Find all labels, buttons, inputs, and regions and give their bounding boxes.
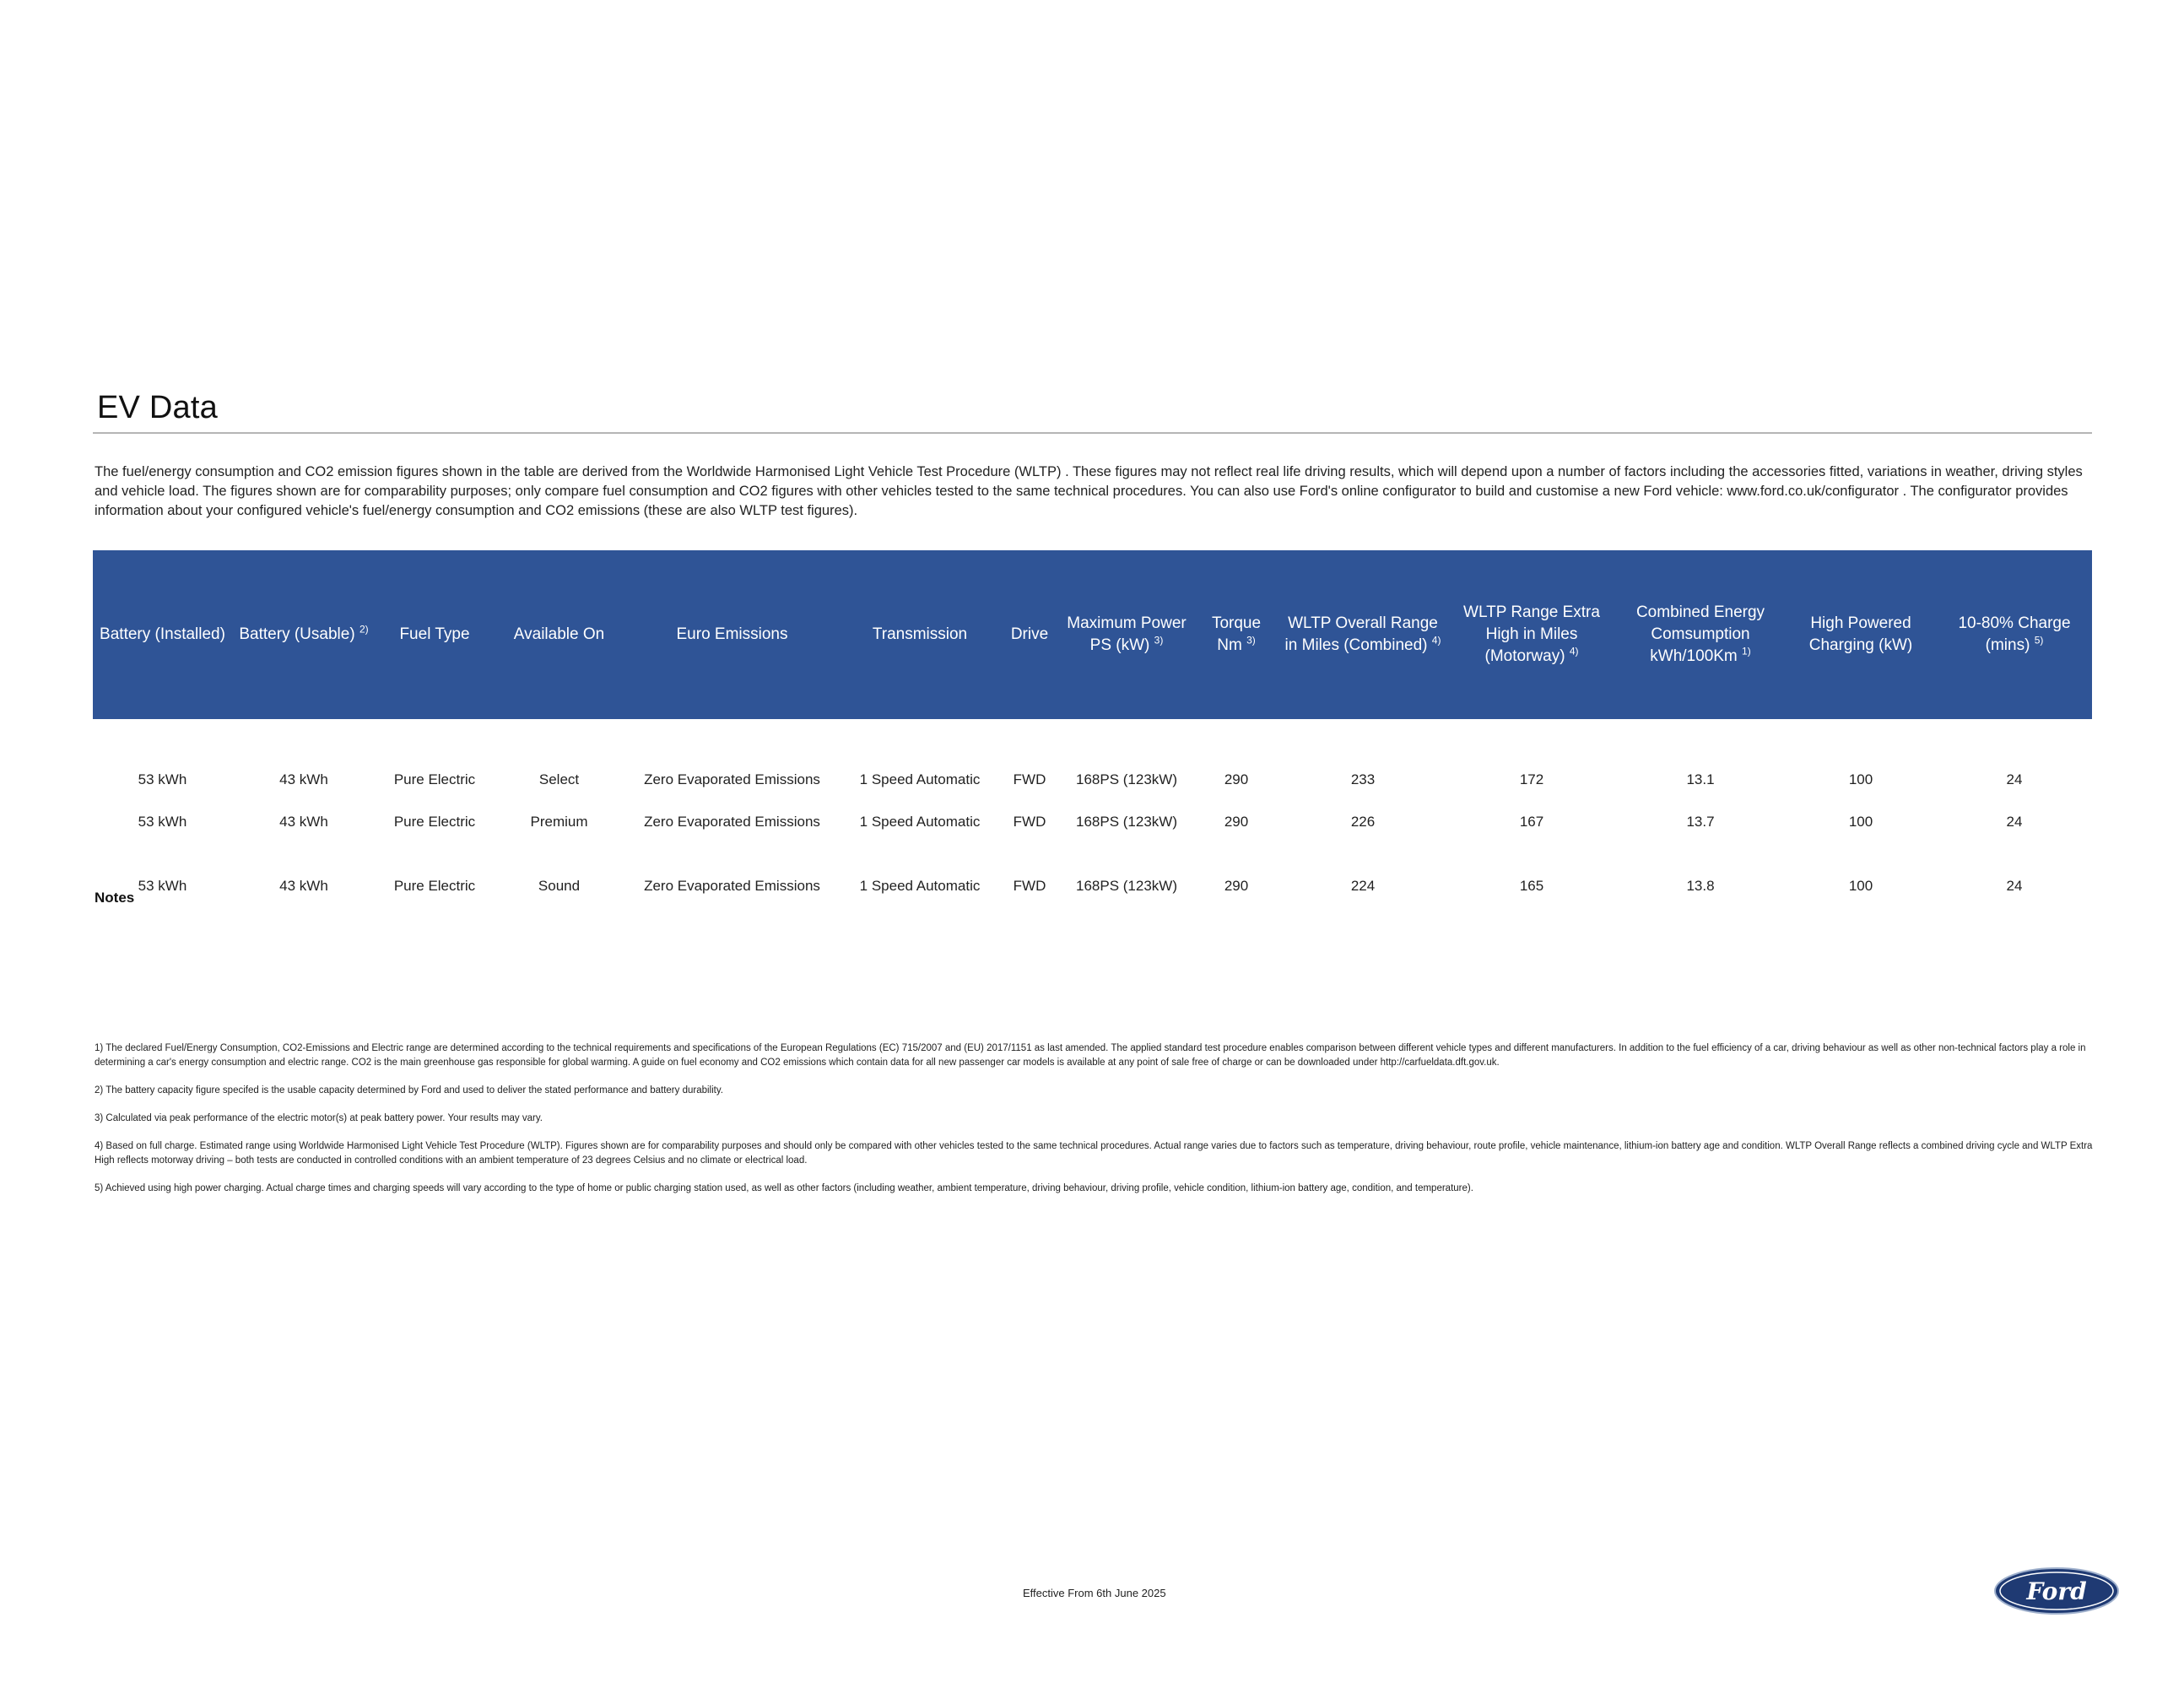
table-cell: 290 — [1224, 771, 1249, 787]
footnote-ref: 3) — [1246, 634, 1256, 647]
footnote-ref: 3) — [1154, 634, 1164, 647]
column-header-label: Battery (Installed) — [100, 625, 225, 643]
column-header — [624, 550, 840, 719]
table-cell: 100 — [1848, 878, 1873, 894]
table-cell: 100 — [1848, 771, 1873, 787]
table-cell: 43 kWh — [279, 771, 328, 787]
column-header — [1785, 550, 1937, 719]
ford-logo — [1993, 1566, 2120, 1615]
table-cell: FWD — [1013, 771, 1046, 787]
table-cell: FWD — [1013, 878, 1046, 894]
table-cell: 100 — [1848, 814, 1873, 830]
title-divider — [93, 432, 2092, 434]
table-row — [93, 719, 2092, 797]
table-cell: Sound — [538, 878, 581, 894]
table-cell: 53 kWh — [138, 814, 187, 830]
table-cell: 167 — [1519, 814, 1544, 830]
column-header-label: Fuel Type — [399, 625, 470, 643]
table-cell: Select — [538, 771, 580, 787]
table-cell: 24 — [2006, 814, 2023, 830]
footnote-item: 3) Calculated via peak performance of the electric motor(s) at peak battery power. Your results may vary. — [95, 1113, 543, 1123]
footnote-item: 4) Based on full charge. Estimated range using Worldwide Harmonised Light Vehicle Test Procedure (WLTP). Figures shown are for comparability purposes and should only be compared with other vehicles tested to the same technical procedures. Actual range varies due to factors such as temperature, driving behaviour, route profile, vehicle maintenance, lithium-ion battery age and condition. WLTP Overall Range reflects a combined driving cycle and WLTP Extra High reflects motorway driving – both tests are conducted in controlled conditions with an ambient temperature of 23 degrees Celsius and no climate or electrical load. — [95, 1141, 2093, 1166]
footnote-ref: 2) — [359, 623, 369, 636]
column-header — [494, 550, 624, 719]
column-header — [1194, 550, 1279, 719]
table-cell: 224 — [1350, 878, 1376, 894]
intro-paragraph: The fuel/energy consumption and CO2 emission figures shown in the table are derived from the Worldwide Harmonised Light Vehicle Test Procedure (WLTP) . These figures may not reflect real life driving results, which will depend upon a number of factors including the accessories fitted, variations in weather, driving styles and vehicle load. The figures shown are for comparability purposes; only compare fuel consumption and CO2 figures with other vehicles tested to the same technical procedures. You can also use Ford's online configurator to build and customise a new Ford vehicle: www.ford.co.uk/configurator . The configurator provides information about your configured vehicle's fuel/energy consumption and CO2 emissions (these are also WLTP test figures). — [95, 464, 2083, 518]
notes-heading: Notes — [95, 890, 135, 906]
table-cell: 168PS (123kW) — [1076, 771, 1177, 787]
ford-logo-text: Ford — [2026, 1577, 2087, 1605]
footnotes — [95, 1041, 2095, 1209]
column-header-label: High Powered Charging (kW) — [1808, 614, 1913, 654]
table-cell: 1 Speed Automatic — [859, 878, 981, 894]
footnote-ref: 1) — [1742, 645, 1751, 657]
footnote-ref: 5) — [2034, 634, 2044, 647]
table-header-row — [93, 550, 2092, 719]
table-cell: Zero Evaporated Emissions — [644, 814, 820, 830]
table-cell: 53 kWh — [138, 878, 187, 894]
table-cell: 13.8 — [1686, 878, 1715, 894]
table-cell: 24 — [2006, 878, 2023, 894]
column-header-label: Available On — [513, 625, 605, 643]
column-header — [93, 550, 232, 719]
column-header-label: Torque Nm — [1211, 614, 1262, 654]
column-header — [1937, 550, 2092, 719]
footnote-ref: 4) — [1569, 645, 1579, 657]
column-header-label: 10-80% Charge (mins) — [1958, 614, 2071, 654]
column-header-label: Drive — [1010, 625, 1049, 643]
table-cell: 172 — [1519, 771, 1544, 787]
table-cell: 43 kWh — [279, 814, 328, 830]
footnote-item: 5) Achieved using high power charging. Actual charge times and charging speeds will vary according to the type of home or public charging station used, as well as other factors (including weather, ambient temperature, driving behaviour, driving profile, vehicle condition, lithium-ion battery age, condition, and temperature). — [95, 1183, 1473, 1193]
table-cell: 168PS (123kW) — [1076, 814, 1177, 830]
table-cell: 233 — [1350, 771, 1376, 787]
table-cell: FWD — [1013, 814, 1046, 830]
table-cell: 13.7 — [1686, 814, 1715, 830]
column-header — [1447, 550, 1616, 719]
column-header — [840, 550, 1000, 719]
table-cell: 290 — [1224, 878, 1249, 894]
table-cell: 290 — [1224, 814, 1249, 830]
column-header — [1616, 550, 1785, 719]
footnote-item: 1) The declared Fuel/Energy Consumption, CO2-Emissions and Electric range are determined according to the technical requirements and specifications of the European Regulations (EC) 715/2007 and (EU) 2017/1151 as last amended. The applied standard test procedure enables comparison between different vehicle types and different manufacturers. In addition to the fuel efficiency of a car, driving behaviour as well as other non-technical factors play a role in determining a car's energy consumption and electric range. CO2 is the main greenhouse gas responsible for global warming. A guide on fuel economy and CO2 emissions which contain data for all new passenger car models is available at any point of sale free of charge or can be downloaded under http://carfueldata.dft.gov.uk. — [95, 1043, 2086, 1068]
table-cell: Zero Evaporated Emissions — [644, 771, 820, 787]
table-cell: Pure Electric — [393, 814, 476, 830]
footnote-item: 2) The battery capacity figure specifed is the usable capacity determined by Ford and used to deliver the stated performance and battery durability. — [95, 1085, 723, 1096]
column-header — [1059, 550, 1194, 719]
column-header-label: WLTP Overall Range in Miles (Combined) — [1284, 614, 1438, 654]
table-cell: 13.1 — [1686, 771, 1715, 787]
table-cell: 24 — [2006, 771, 2023, 787]
table-cell: 165 — [1519, 878, 1544, 894]
column-header-label: Combined Energy Comsumption kWh/100Km — [1635, 603, 1765, 665]
table-cell: 168PS (123kW) — [1076, 878, 1177, 894]
table-cell: Premium — [530, 814, 588, 830]
ev-data-table — [93, 550, 2092, 915]
column-header-label: Transmission — [872, 625, 968, 643]
table-cell: Pure Electric — [393, 878, 476, 894]
footnote-ref: 4) — [1431, 634, 1441, 647]
column-header-label: Maximum Power PS (kW) — [1067, 614, 1187, 654]
table-row — [93, 797, 2092, 847]
table-row — [93, 847, 2092, 915]
column-header — [376, 550, 494, 719]
table-cell: 226 — [1350, 814, 1376, 830]
table-cell: 53 kWh — [138, 771, 187, 787]
table-cell: 1 Speed Automatic — [859, 771, 981, 787]
table-cell: 1 Speed Automatic — [859, 814, 981, 830]
table-cell: 43 kWh — [279, 878, 328, 894]
column-header — [1000, 550, 1059, 719]
column-header — [1279, 550, 1447, 719]
table-cell: Pure Electric — [393, 771, 476, 787]
column-header-label: Euro Emissions — [676, 625, 788, 643]
page-title: EV Data — [97, 390, 218, 425]
column-header-label: WLTP Range Extra High in Miles (Motorway) — [1463, 603, 1600, 665]
effective-date: Effective From 6th June 2025 — [1023, 1587, 1166, 1599]
table-cell: Zero Evaporated Emissions — [644, 878, 820, 894]
column-header-label: Battery (Usable) — [239, 625, 355, 643]
column-header — [232, 550, 376, 719]
